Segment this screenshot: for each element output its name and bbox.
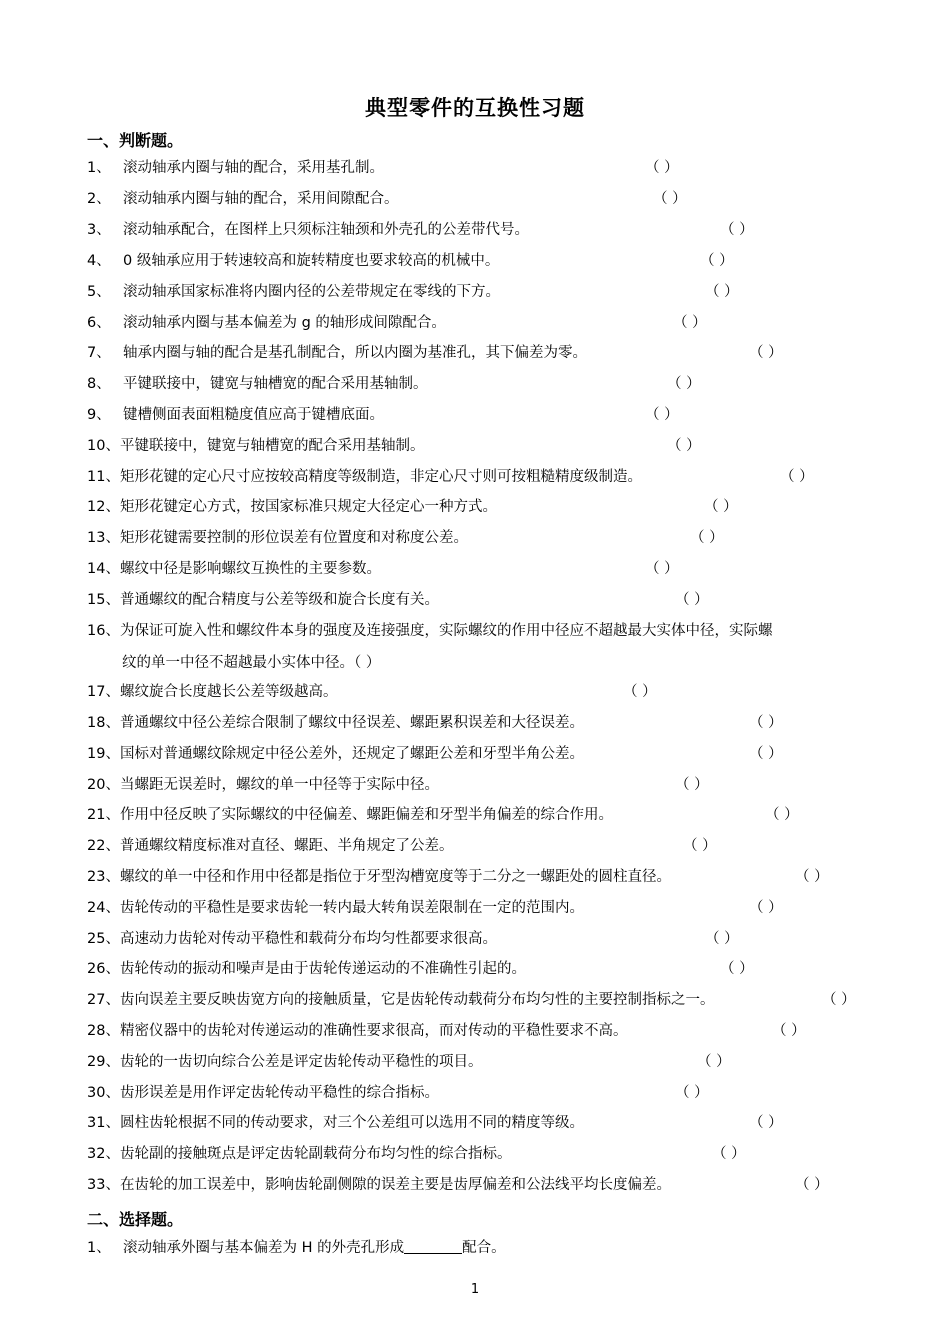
question-text: 滚动轴承内圈与轴的配合，采用间隙配合。 [123,191,399,207]
judgment-question [87,682,657,702]
question-number: 24、 [87,900,120,916]
question-number: 1、 [87,1240,111,1256]
question-text: 平键联接中，键宽与轴槽宽的配合采用基轴制。 [123,376,428,392]
answer-parenthesis[interactable]: （ ） [667,438,701,454]
answer-parenthesis[interactable]: （ ） [697,1054,731,1070]
question-number: 33、 [87,1177,120,1193]
judgment-question [87,836,717,856]
answer-parenthesis[interactable]: （ ） [705,284,739,300]
question-text: 矩形花键定心方式，按国家标准只规定大径定心一种方式。 [119,499,497,515]
answer-parenthesis[interactable]: （ ） [645,407,679,423]
question-text: 平键联接中，键宽与轴槽宽的配合采用基轴制。 [119,438,425,454]
question-number: 8、 [87,376,111,392]
judgment-question [87,251,734,271]
answer-parenthesis[interactable]: （ ） [749,1115,783,1131]
judgment-question [87,1144,746,1164]
question-text: 为保证可旋入性和螺纹件本身的强度及连接强度，实际螺纹的作用中径应不超越最大实体中径，实际螺 [119,623,773,639]
answer-parenthesis[interactable]: （ ） [645,561,679,577]
judgment-question [87,805,799,825]
question-text: 矩形花键需要控制的形位误差有位置度和对称度公差。 [119,530,468,546]
answer-parenthesis[interactable]: （ ） [749,715,783,731]
page-number: 1 [470,1282,480,1297]
question-text: 齿形误差是用作评定齿轮传动平稳性的综合指标。 [119,1085,439,1101]
question-text-after: 配合。 [462,1240,506,1256]
question-number: 21、 [87,807,120,823]
judgment-question [87,467,814,487]
answer-parenthesis[interactable]: （ ） [683,838,717,854]
answer-parenthesis[interactable]: （ ） [704,499,738,515]
question-number: 7、 [87,345,111,361]
judgment-question [87,1175,829,1195]
question-text: 滚动轴承国家标准将内圈内径的公差带规定在零线的下方。 [123,284,500,300]
question-number: 32、 [87,1146,120,1162]
answer-parenthesis[interactable]: （ ） [749,900,783,916]
judgment-question [87,559,679,579]
question-number: 14、 [87,561,120,577]
judgment-question [87,1052,731,1072]
question-text: 滚动轴承内圈与轴的配合，采用基孔制。 [123,160,384,176]
answer-parenthesis[interactable]: （ ） [772,1023,806,1039]
answer-parenthesis[interactable]: （ ） [645,160,679,176]
question-text: 螺纹的单一中径和作用中径都是指位于牙型沟槽宽度等于二分之一螺距处的圆柱直径。 [119,869,671,885]
answer-parenthesis[interactable]: （ ） [795,1177,829,1193]
answer-parenthesis[interactable]: （ ） [675,1085,709,1101]
judgment-question [87,158,679,178]
question-number: 25、 [87,931,120,947]
question-number: 1、 [87,160,111,176]
question-text: 轴承内圈与轴的配合是基孔制配合，所以内圈为基准孔，其下偏差为零。 [123,345,587,361]
judgment-question [87,343,783,363]
question-number: 17、 [87,684,120,700]
judgment-question [87,497,738,517]
answer-parenthesis[interactable]: （ ） [822,992,856,1008]
judgment-question [87,775,709,795]
judgment-question [87,1021,806,1041]
answer-parenthesis[interactable]: （ ） [720,222,754,238]
question-number: 5、 [87,284,111,300]
question-text-before: 滚动轴承外圈与基本偏差为 H 的外壳孔形成 [123,1240,405,1256]
answer-parenthesis[interactable]: （ ） [653,191,687,207]
question-number: 29、 [87,1054,120,1070]
judgment-question [87,528,724,548]
question-number: 18、 [87,715,120,731]
question-number: 12、 [87,499,120,515]
question-text: 国标对普通螺纹除规定中径公差外，还规定了螺距公差和牙型半角公差。 [119,746,584,762]
question-text: 当螺距无误差时，螺纹的单一中径等于实际中径。 [119,777,439,793]
answer-parenthesis[interactable]: （ ） [749,746,783,762]
question-text: 普通螺纹中径公差综合限制了螺纹中径误差、螺距累积误差和大径误差。 [119,715,584,731]
question-text: 滚动轴承内圈与基本偏差为 g 的轴形成间隙配合。 [123,315,446,331]
judgment-question [87,436,701,456]
answer-parenthesis[interactable]: （ ） [675,777,709,793]
answer-parenthesis[interactable]: （ ） [795,869,829,885]
question-text: 0 级轴承应用于转速较高和旋转精度也要求较高的机械中。 [123,253,500,269]
question-number: 28、 [87,1023,120,1039]
section-heading-multiple-choice: 二、选择题。 [87,1210,184,1229]
question-text: 普通螺纹的配合精度与公差等级和旋合长度有关。 [119,592,439,608]
question-text-continued: 纹的单一中径不超越最小实体中径。 [122,655,354,671]
answer-blank[interactable] [404,1239,462,1254]
question-number: 26、 [87,961,120,977]
question-text: 键槽侧面表面粗糙度值应高于键槽底面。 [123,407,384,423]
judgment-question [87,621,772,641]
judgment-question [87,959,754,979]
answer-parenthesis[interactable]: （ ） [673,315,707,331]
question-text: 普通螺纹精度标准对直径、螺距、半角规定了公差。 [119,838,454,854]
judgment-question [87,189,687,209]
section-heading-true-false: 一、判断题。 [87,131,184,150]
choice-question-1 [87,1238,506,1258]
question-number: 30、 [87,1085,120,1101]
question-number: 3、 [87,222,111,238]
question-text: 齿轮的一齿切向综合公差是评定齿轮传动平稳性的项目。 [119,1054,483,1070]
judgment-question [87,590,709,610]
answer-parenthesis[interactable]: （ ） [705,931,739,947]
judgment-question [87,713,783,733]
question-number: 2、 [87,191,111,207]
judgment-question [87,220,754,240]
question-number: 23、 [87,869,120,885]
question-text: 圆柱齿轮根据不同的传动要求，对三个公差组可以选用不同的精度等级。 [119,1115,584,1131]
answer-parenthesis[interactable]: （ ） [700,253,734,269]
answer-parenthesis[interactable]: （ ） [354,655,381,671]
question-number: 22、 [87,838,120,854]
judgment-question [87,374,701,394]
judgment-question [87,282,739,302]
question-text: 高速动力齿轮对传动平稳性和载荷分布均匀性都要求很高。 [119,931,497,947]
question-text: 齿轮传动的平稳性是要求齿轮一转内最大转角误差限制在一定的范围内。 [119,900,584,916]
question-number: 15、 [87,592,120,608]
answer-parenthesis[interactable]: （ ） [667,376,701,392]
question-text: 螺纹中径是影响螺纹互换性的主要参数。 [119,561,381,577]
question-number: 31、 [87,1115,120,1131]
judgment-question [87,744,783,764]
judgment-question [87,1083,709,1103]
question-text: 齿向误差主要反映齿宽方向的接触质量，它是齿轮传动载荷分布均匀性的主要控制指标之一。 [119,992,715,1008]
answer-parenthesis[interactable]: （ ） [690,530,724,546]
question-number: 6、 [87,315,111,331]
question-number: 13、 [87,530,120,546]
answer-parenthesis[interactable]: （ ） [749,345,783,361]
question-text: 在齿轮的加工误差中，影响齿轮副侧隙的误差主要是齿厚偏差和公法线平均长度偏差。 [119,1177,671,1193]
page-title: 典型零件的互换性习题 [365,96,585,120]
question-text: 齿轮副的接触斑点是评定齿轮副载荷分布均匀性的综合指标。 [119,1146,512,1162]
question-number: 27、 [87,992,120,1008]
judgment-question [87,929,739,949]
judgment-question [87,898,783,918]
answer-parenthesis[interactable]: （ ） [623,684,657,700]
question-number: 20、 [87,777,120,793]
question-number: 10、 [87,438,120,454]
answer-parenthesis[interactable]: （ ） [675,592,709,608]
judgment-question [87,867,829,887]
question-text: 矩形花键的定心尺寸应按较高精度等级制造，非定心尺寸则可按粗糙精度级制造。 [119,469,642,485]
answer-parenthesis[interactable]: （ ） [720,961,754,977]
question-number: 11、 [87,469,120,485]
question-text: 作用中径反映了实际螺纹的中径偏差、螺距偏差和牙型半角偏差的综合作用。 [119,807,613,823]
answer-parenthesis[interactable]: （ ） [712,1146,746,1162]
question-number: 16、 [87,623,120,639]
answer-parenthesis[interactable]: （ ） [765,807,799,823]
question-text: 螺纹旋合长度越长公差等级越高。 [119,684,338,700]
judgment-question [87,1113,783,1133]
judgment-question [87,405,679,425]
question-text: 滚动轴承配合，在图样上只须标注轴颈和外壳孔的公差带代号。 [123,222,529,238]
question-text-continuation [122,651,380,672]
question-number: 19、 [87,746,120,762]
judgment-question [87,313,707,333]
question-number: 4、 [87,253,111,269]
answer-parenthesis[interactable]: （ ） [780,469,814,485]
question-number: 9、 [87,407,111,423]
judgment-question [87,990,856,1010]
question-text: 齿轮传动的振动和噪声是由于齿轮传递运动的不准确性引起的。 [119,961,526,977]
question-text: 精密仪器中的齿轮对传递运动的准确性要求很高，而对传动的平稳性要求不高。 [119,1023,628,1039]
